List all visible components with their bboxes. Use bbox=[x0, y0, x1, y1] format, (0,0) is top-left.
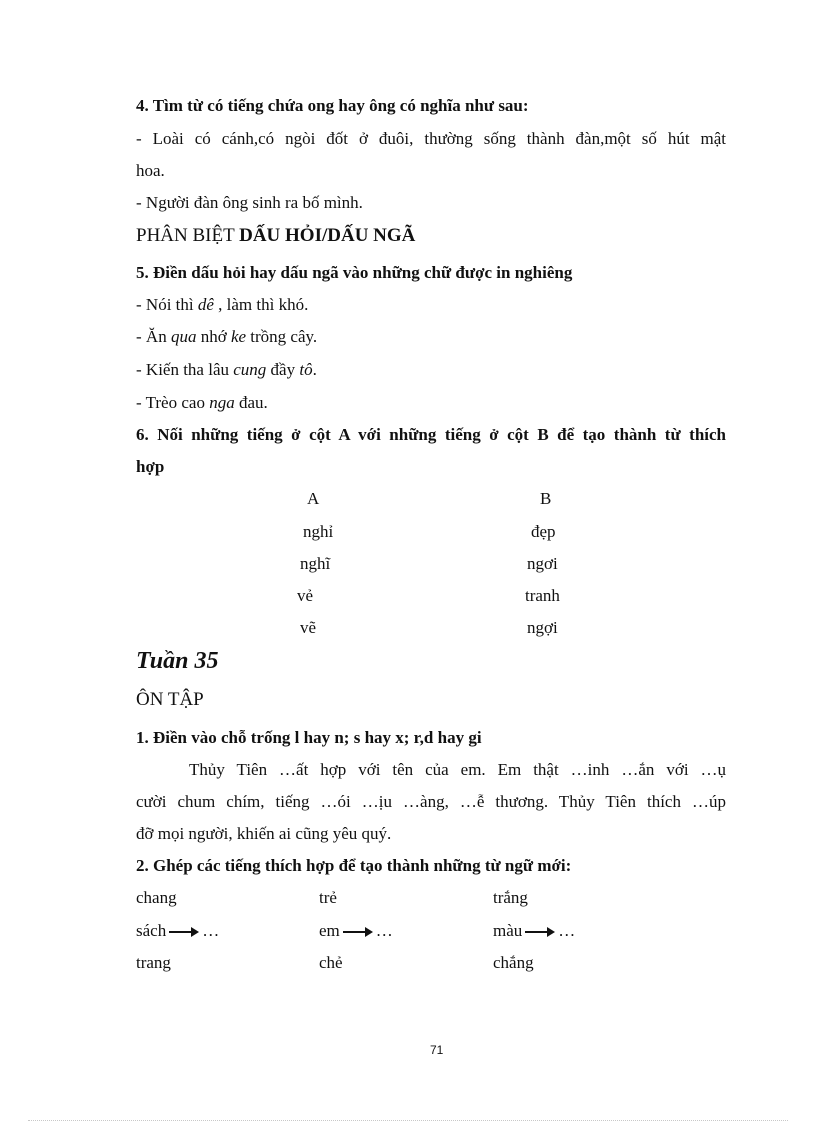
word-top: trắng bbox=[493, 888, 528, 907]
column-b-item: ngơi bbox=[527, 554, 558, 573]
column-a-item: nghỉ bbox=[303, 522, 334, 541]
column-a-header: A bbox=[307, 489, 320, 508]
ex1-paragraph-line1: Thủy Tiên …ất hợp với tên của em. Em thật …inh …ắn với …ụ bbox=[189, 760, 726, 779]
section-heading-part1: PHÂN BIỆT bbox=[136, 225, 240, 246]
column-b-item: đẹp bbox=[531, 522, 556, 541]
column-a-item: vẽ bbox=[300, 618, 317, 637]
ex1-paragraph-line3: đỡ mọi người, khiến ai cũng yêu quý. bbox=[136, 824, 392, 843]
italic-word: nga bbox=[209, 393, 235, 412]
column-a-item: vẻ bbox=[297, 586, 314, 605]
q5-heading: 5. Điền dấu hỏi hay dấu ngã vào những chữ được in nghiêng bbox=[136, 263, 573, 282]
q5-line2: - Ăn qua nhớ ke trồng cây. bbox=[136, 327, 318, 346]
arrow-right-icon bbox=[525, 926, 555, 938]
word-top: chang bbox=[136, 888, 177, 907]
q4-line1-continued: hoa. bbox=[136, 161, 165, 180]
page-number: 71 bbox=[430, 1043, 444, 1057]
arrow-right-icon bbox=[169, 926, 199, 938]
word-top: trẻ bbox=[319, 888, 337, 907]
q4-line1: - Loài có cánh,có ngòi đốt ở đuôi, thường sống thành đàn,một số hút mật bbox=[136, 129, 726, 148]
column-b-item: ngợi bbox=[527, 618, 558, 637]
q5-line3: - Kiến tha lâu cung đầy tô. bbox=[136, 360, 317, 379]
week-subtitle: ÔN TẬP bbox=[136, 689, 204, 710]
ex1-heading: 1. Điền vào chỗ trống l hay n; s hay x; r,d hay gi bbox=[136, 728, 482, 747]
italic-word: ke bbox=[230, 327, 247, 346]
section-heading-part2: DẤU HỎI/DẤU NGÃ bbox=[239, 225, 416, 246]
q6-heading: 6. Nối những tiếng ở cột A với những tiếng ở cột B để tạo thành từ thích bbox=[136, 425, 726, 444]
q5-line1: - Nói thì dê , làm thì khó. bbox=[136, 295, 309, 314]
column-b-item: tranh bbox=[525, 586, 560, 605]
column-a-item: nghĩ bbox=[300, 554, 331, 573]
ex1-paragraph-line2: cười chum chím, tiếng …ói …ịu …àng, …ễ thương. Thủy Tiên thích …úp bbox=[136, 792, 726, 811]
italic-word: tô bbox=[299, 360, 313, 379]
section-heading bbox=[136, 225, 415, 247]
column-b-header: B bbox=[540, 489, 552, 508]
q6-heading-continued: hợp bbox=[136, 457, 165, 476]
ex2-heading: 2. Ghép các tiếng thích hợp để tạo thành những từ ngữ mới: bbox=[136, 856, 572, 875]
word-bottom: trang bbox=[136, 953, 171, 972]
italic-word: qua bbox=[170, 327, 197, 346]
word-bottom: chắng bbox=[493, 953, 534, 972]
page-bottom-divider bbox=[28, 1120, 788, 1121]
q4-line2: - Người đàn ông sinh ra bố mình. bbox=[136, 193, 363, 212]
italic-word: cung bbox=[233, 360, 267, 379]
q4-heading: 4. Tìm từ có tiếng chứa ong hay ông có nghĩa như sau: bbox=[136, 96, 529, 115]
italic-word: dê bbox=[197, 295, 214, 314]
word-arrow-row: em … bbox=[319, 921, 393, 940]
word-arrow-row: màu … bbox=[493, 921, 576, 940]
word-arrow-row: sách … bbox=[136, 921, 220, 940]
word-bottom: chẻ bbox=[319, 953, 343, 972]
arrow-right-icon bbox=[343, 926, 373, 938]
week-title: Tuần 35 bbox=[136, 648, 219, 674]
q5-line4: - Trèo cao nga đau. bbox=[136, 393, 268, 412]
